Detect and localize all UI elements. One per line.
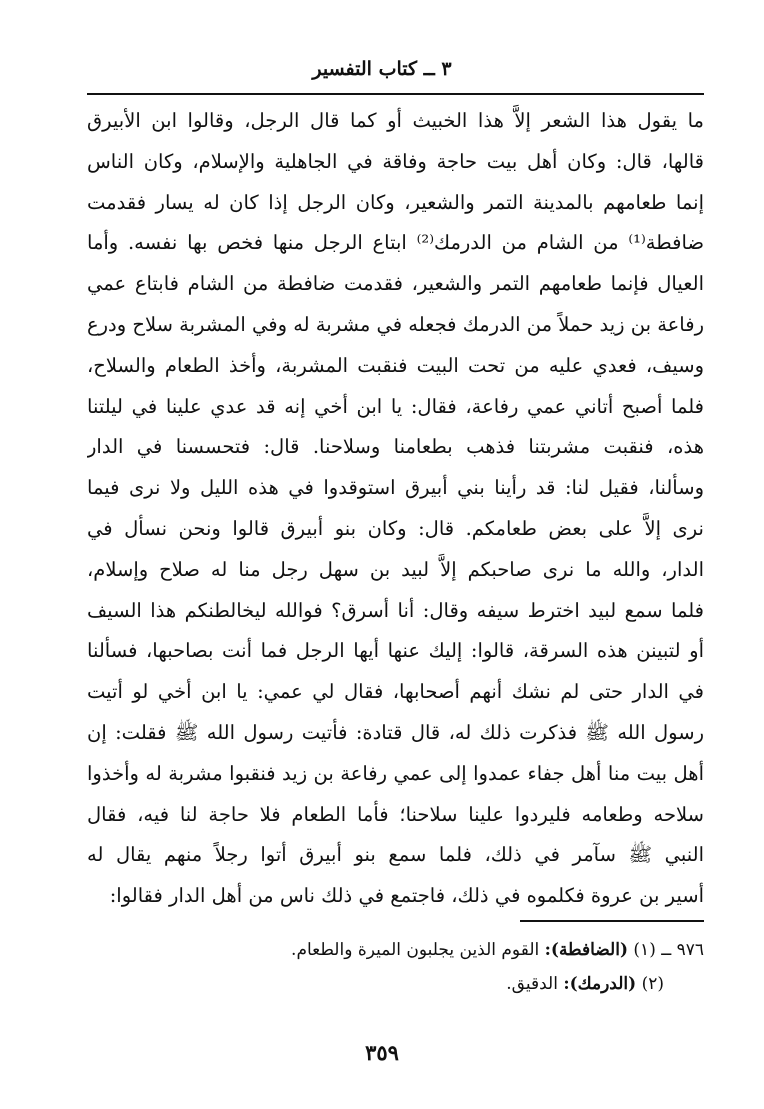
text-line: العيال فإنما طعامهم التمر والشعير، فقدمت ضافطة من الشام فابتاع عمي (87, 272, 704, 296)
text-line: هذه، فنقبت مشربتنا فذهب بطعامنا وسلاحنا. قال: فتحسسنا في الدار (87, 435, 704, 459)
text-line: رفاعة بن زيد حملاً من الدرمك فجعله في مشربة له وفي المشربة سلاح ودرع (87, 312, 704, 336)
text-line: إنما طعامهم بالمدينة التمر والشعير، وكان الرجل إذا كان له يسار فقدمت (87, 190, 704, 214)
text-line: فلما سمع لبيد اخترط سيفه وقال: أنا أسرق؟ فوالله ليخالطنكم هذا السيف (87, 598, 704, 622)
footnote-number: ٩٧٦ ــ (١) (633, 940, 704, 960)
footnotes (87, 933, 704, 1001)
text-line: أهل بيت منا أهل جفاء عمدوا إلى عمي رفاعة بن زيد فنقبوا مشربة له وأخذوا (87, 761, 704, 785)
footnote-text: القوم الذين يجلبون الميرة والطعام. (291, 940, 540, 960)
footnote-divider (520, 920, 704, 922)
main-text (87, 101, 704, 917)
text-line: النبي ﷺ سآمر في ذلك، فلما سمع بنو أبيرق أتوا رجلاً منهم يقال له (87, 843, 704, 867)
text-line: وسيف، فعدي عليه من تحت البيت فنقبت المشربة، وأخذ الطعام والسلاح، (87, 353, 704, 377)
text-line: ضافطة⁽¹⁾ من الشام من الدرمك⁽²⁾ ابتاع الرجل منها فخص بها نفسه. وأما (87, 231, 704, 255)
header-divider (87, 93, 704, 95)
footnote-number: (٢) (641, 974, 664, 994)
text-line: قالها، قال: وكان أهل بيت حاجة وفاقة في الجاهلية والإسلام، وكان الناس (87, 149, 704, 173)
text-line: وسألنا، فقيل لنا: قد رأينا بني أبيرق استوقدوا في هذه الليل ولا نرى فيما (87, 476, 704, 500)
text-line: ما يقول هذا الشعر إلاَّ هذا الخبيث أو كما قال الرجل، وقالوا ابن الأبيرق (87, 109, 704, 132)
text-line: أسير بن عروة فكلموه في ذلك، فاجتمع في ذلك ناس من أهل الدار فقالوا: (109, 884, 704, 908)
footnote-term: (الدرمك): (563, 974, 637, 994)
text-line: فلما أصبح أتاني عمي رفاعة، فقال: يا ابن أخي إنه قد عدي علينا في ليلتنا (87, 394, 704, 418)
footnote-term: (الضافطة): (544, 940, 628, 960)
text-line: أو لتبينن هذه السرقة، قالوا: إليك عنها أيها الرجل فما أنت بصاحبها، فسألنا (87, 639, 704, 663)
text-line: سلاحه وطعامه فليردوا علينا سلاحنا؛ فأما الطعام فلا حاجة لنا فيه، فقال (87, 802, 704, 826)
text-line: رسول الله ﷺ فذكرت ذلك له، قال قتادة: فأتيت رسول الله ﷺ فقلت: إن (87, 720, 704, 744)
footnote-2 (87, 967, 704, 1001)
page-number: ٣٥٩ (365, 1040, 399, 1065)
text-line: الدار، والله ما نرى صاحبكم إلاَّ لبيد بن سهل رجل منا له صلاح وإسلام، (87, 557, 704, 581)
text-line: نرى إلاَّ على بعض طعامكم. قال: وكان بنو أبيرق قالوا ونحن نسأل في (87, 516, 704, 540)
text-line: في الدار حتى لم نشك أنهم أصحابها، فقال لي عمي: يا ابن أخي لو أتيت (87, 680, 704, 704)
running-header: ٣ ــ كتاب التفسير (312, 58, 452, 80)
footnote-text: الدقيق. (506, 974, 558, 994)
footnote-1 (87, 933, 704, 967)
